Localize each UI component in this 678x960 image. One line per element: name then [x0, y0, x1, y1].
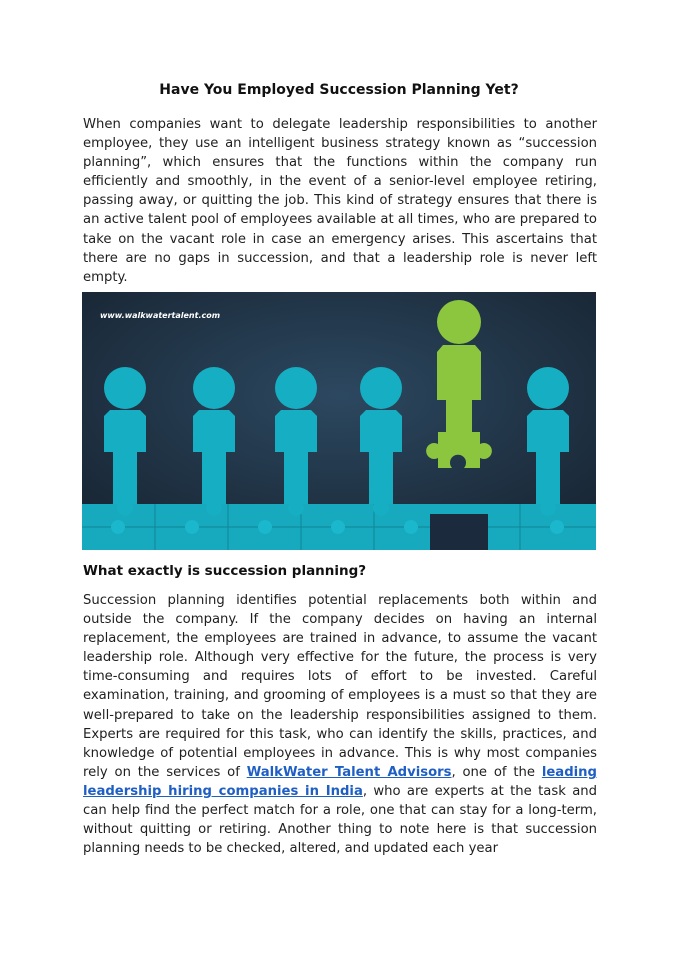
puzzle-ground [82, 504, 596, 550]
body-text-part-2: , one of the [451, 764, 542, 780]
succession-illustration [82, 292, 596, 550]
page-title: Have You Employed Succession Planning Yet? [159, 82, 519, 98]
watermark-text: www.walkwatertalent.com [100, 311, 221, 320]
body-paragraph [83, 591, 597, 858]
section-heading: What exactly is succession planning? [83, 563, 367, 579]
body-text-part-3: , who are experts at the task and can help find the perfect match for a role, one that can stay for a long-term, without quitting or retiring. Another thing to note here is that succession planning needs to be checked, altered, and updated each year [83, 783, 598, 857]
walkwater-talent-advisors-link[interactable]: WalkWater Talent Advisors [246, 764, 452, 780]
body-text-part-1: Succession planning identifies potential replacements both within and outside the company. If the company decides on having an internal replacement, the employees are trained in advance, to assume the vacant leadership role. Although very effective for the future, the process is very time-consuming and requires lots of effort to be invested. Careful examination, training, and grooming of employees is a must so that they are well-prepared to take on the leadership responsibilities assigned to them. Experts are required for this task, who can identify the skills, practices, and knowledge of potential employees in advance. This is why most companies rely on the services of [83, 593, 597, 780]
intro-paragraph: When companies want to delegate leadership responsibilities to another employee, they use an intelligent business strategy known as “succession planning”, which ensures that the functions within the company run efficiently and smoothly, in the event of a senior-level employee retiring, passing away, or quitting the job. This kind of strategy ensures that there is an active talent pool of employees available at all times, who are prepared to take on the vacant role in case an emergency arises. This ascertains that there are no gaps in succession, and that a leadership role is never left empty. [83, 117, 597, 285]
leadership-hiring-companies-link[interactable]: leading leadership hiring companies in India [83, 764, 597, 799]
